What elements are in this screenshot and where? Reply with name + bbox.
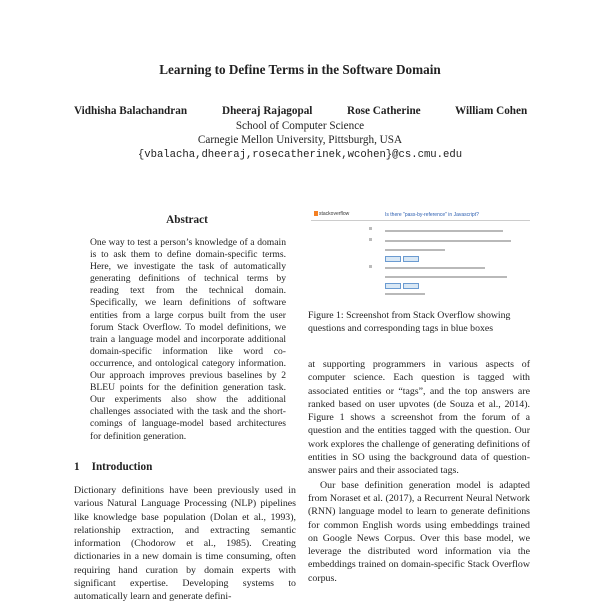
- question-line: [385, 267, 485, 269]
- body-paragraph: Our base definition generation model is adapted from Noraset et al. (2017), a Recurrent Neural Network (RNN) language model to learn to generate definitions for common English words using embeddings trained on Google News Corpus. Over this base model, we leverage the distributed word information via the embeddings trained on domain-specific Stack Overflow corpus.: [308, 479, 530, 584]
- intro-paragraph: Dictionary definitions have been previously used in various Natural Language Processing (NLP) pipelines like knowledge base population (Dolan et al., 1993), relationship extraction, and extracting semantic information (Chodorow et al., 1985). Creating dictionaries in a new domain is time consuming, often requiring hand curation by domain experts with significant expertise. Developing systems to automatically learn and generate defini-: [74, 485, 296, 603]
- affiliation-line: School of Computer Science: [235, 120, 365, 132]
- section-title: Introduction: [91, 461, 153, 473]
- paper-title: Learning to Define Terms in the Software Domain: [159, 62, 441, 77]
- section-number: 1: [74, 461, 80, 473]
- question-title: Is there "pass-by-reference" in Javascript?: [385, 212, 479, 218]
- question-line: [385, 249, 445, 251]
- tag-box: [403, 256, 419, 262]
- author-name: Rose Catherine: [347, 105, 421, 117]
- logo-text: stackoverflow: [319, 211, 350, 217]
- abstract-heading: Abstract: [166, 214, 208, 226]
- vote-icon: [369, 227, 372, 230]
- vote-icon: [369, 265, 372, 268]
- figure-caption: Figure 1: Screenshot from Stack Overflow showing questions and corresponding tags in blue boxes: [308, 310, 511, 334]
- author-name: Dheeraj Rajagopal: [222, 105, 313, 117]
- question-line: [385, 293, 425, 295]
- author-emails: {vbalacha,dheeraj,rosecatherinek,wcohen}@cs.cmu.edu: [137, 149, 463, 161]
- figure-screenshot: [311, 209, 530, 305]
- body-paragraph: at supporting programmers in various aspects of computer science. Each question is tagged with associated entities or “tags”, and the top answers are ranked based on user upvotes (de Souza et al., 2014). Figure 1 shows a screenshot from the forum of a question and the entities tagged with the question. Our work explores the challenge of generating definitions of entities in SO using the background data of question-answer pairs and their associated tags.: [308, 359, 530, 477]
- affiliation-line: Carnegie Mellon University, Pittsburgh, USA: [197, 134, 403, 146]
- section-heading: [74, 461, 152, 473]
- question-line: [385, 230, 503, 232]
- author-name: William Cohen: [455, 105, 528, 117]
- abstract-text: One way to test a person’s knowledge of a domain is to ask them to define domain-specific terms. Here, we investigate the task of automatically generating definitions of technical terms by reading text from the technical domain. Specifically, we learn definitions of software entities from a large corpus built from the user forum Stack Overflow. To model definitions, we train a language model and incorporate additional domain-specific information like word co-occurrence, and ontological category information. Our approach improves previous baselines by 2 BLEU points for the definition generation task. Our experiments also show the additional challenges associated with the task and the short-comings of language-model based architectures for definition generation.: [90, 237, 286, 442]
- right-column-text: [308, 358, 530, 585]
- tag-box: [403, 283, 419, 289]
- question-line: [385, 240, 511, 242]
- vote-icon: [369, 238, 372, 241]
- question-line: [385, 276, 507, 278]
- stackoverflow-logo: [314, 211, 349, 217]
- intro-text: [74, 484, 296, 604]
- stack-icon: [314, 211, 318, 216]
- tag-box: [385, 283, 401, 289]
- tag-box: [385, 256, 401, 262]
- author-name: Vidhisha Balachandran: [74, 105, 188, 117]
